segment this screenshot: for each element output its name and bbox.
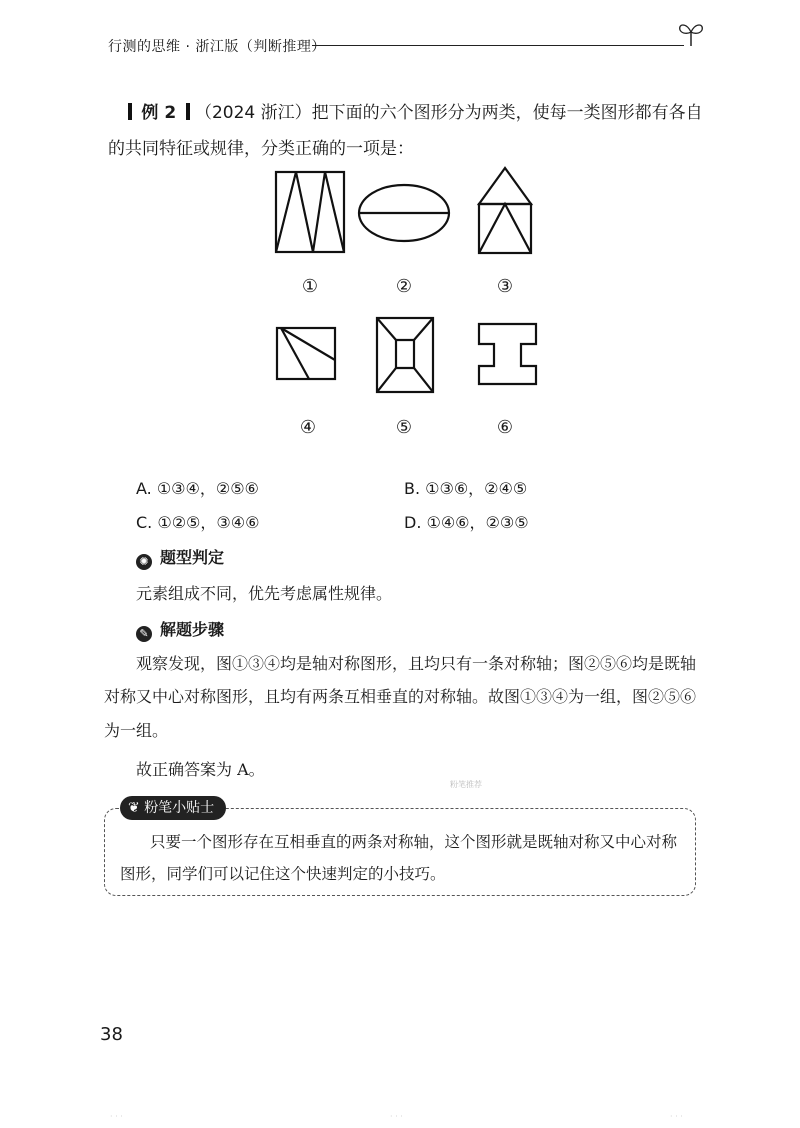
leaf-icon: ❦ — [128, 800, 140, 816]
answer-line: 故正确答案为 A。 — [136, 760, 265, 779]
option-b[interactable]: B. ①③⑥，②④⑤ — [404, 479, 528, 498]
option-d[interactable]: D. ①④⑥，②③⑤ — [404, 513, 529, 532]
section-type-heading — [136, 545, 224, 570]
tip-badge — [120, 796, 226, 820]
scan-mark-3: · · · — [670, 1112, 683, 1121]
figure-2 — [359, 185, 449, 241]
scan-mark-2: · · · — [390, 1112, 403, 1121]
figure-label-6: ⑥ — [496, 417, 514, 438]
steps-line-2: 对称又中心对称图形，且均有两条互相垂直的对称轴。故图①③④为一组，图②⑤⑥ — [104, 687, 697, 706]
question-text-1: （2024 浙江）把下面的六个图形分为两类，使每一类图形都有各自 — [194, 103, 703, 123]
section-steps-title: 解题步骤 — [160, 620, 225, 639]
section-type-text: 元素组成不同，优先考虑属性规律。 — [136, 584, 393, 603]
tip-line-2: 图形，同学们可以记住这个快速判定的小技巧。 — [120, 865, 446, 883]
question-line-2: 的共同特征或规律，分类正确的一项是： — [108, 139, 414, 159]
section-steps-heading — [136, 617, 224, 642]
watermark: 粉笔推荐 — [450, 780, 482, 789]
option-c[interactable]: C. ①②⑤，③④⑥ — [136, 513, 260, 532]
figure-6 — [479, 324, 536, 384]
figure-4 — [277, 328, 335, 379]
steps-line-1: 观察发现，图①③④均是轴对称图形，且均只有一条对称轴；图②⑤⑥均是既轴 — [136, 654, 697, 673]
section-type-title: 题型判定 — [160, 548, 225, 567]
running-header: 行测的思维 · 浙江版（判断推理） — [108, 39, 326, 55]
figure-label-1: ① — [301, 276, 319, 297]
scan-mark-1: · · · — [110, 1112, 123, 1121]
option-a[interactable]: A. ①③④，②⑤⑥ — [136, 479, 259, 498]
tip-title: 粉笔小贴士 — [144, 800, 215, 816]
figure-label-5: ⑤ — [395, 417, 413, 438]
figure-label-2: ② — [395, 276, 413, 297]
example-label: 例 2 — [141, 103, 177, 123]
tip-line-1: 只要一个图形存在互相垂直的两条对称轴，这个图形就是既轴对称又中心对称 — [150, 833, 678, 851]
figure-label-4: ④ — [299, 417, 317, 438]
figure-set — [0, 0, 800, 460]
pen-icon: ✎ — [136, 626, 152, 642]
figure-1 — [276, 172, 344, 252]
page-number: 38 — [100, 1024, 123, 1045]
figure-5 — [377, 318, 433, 392]
figure-3 — [479, 168, 531, 253]
steps-line-3: 为一组。 — [104, 721, 169, 740]
figure-label-3: ③ — [496, 276, 514, 297]
lightbulb-icon: ✺ — [136, 554, 152, 570]
